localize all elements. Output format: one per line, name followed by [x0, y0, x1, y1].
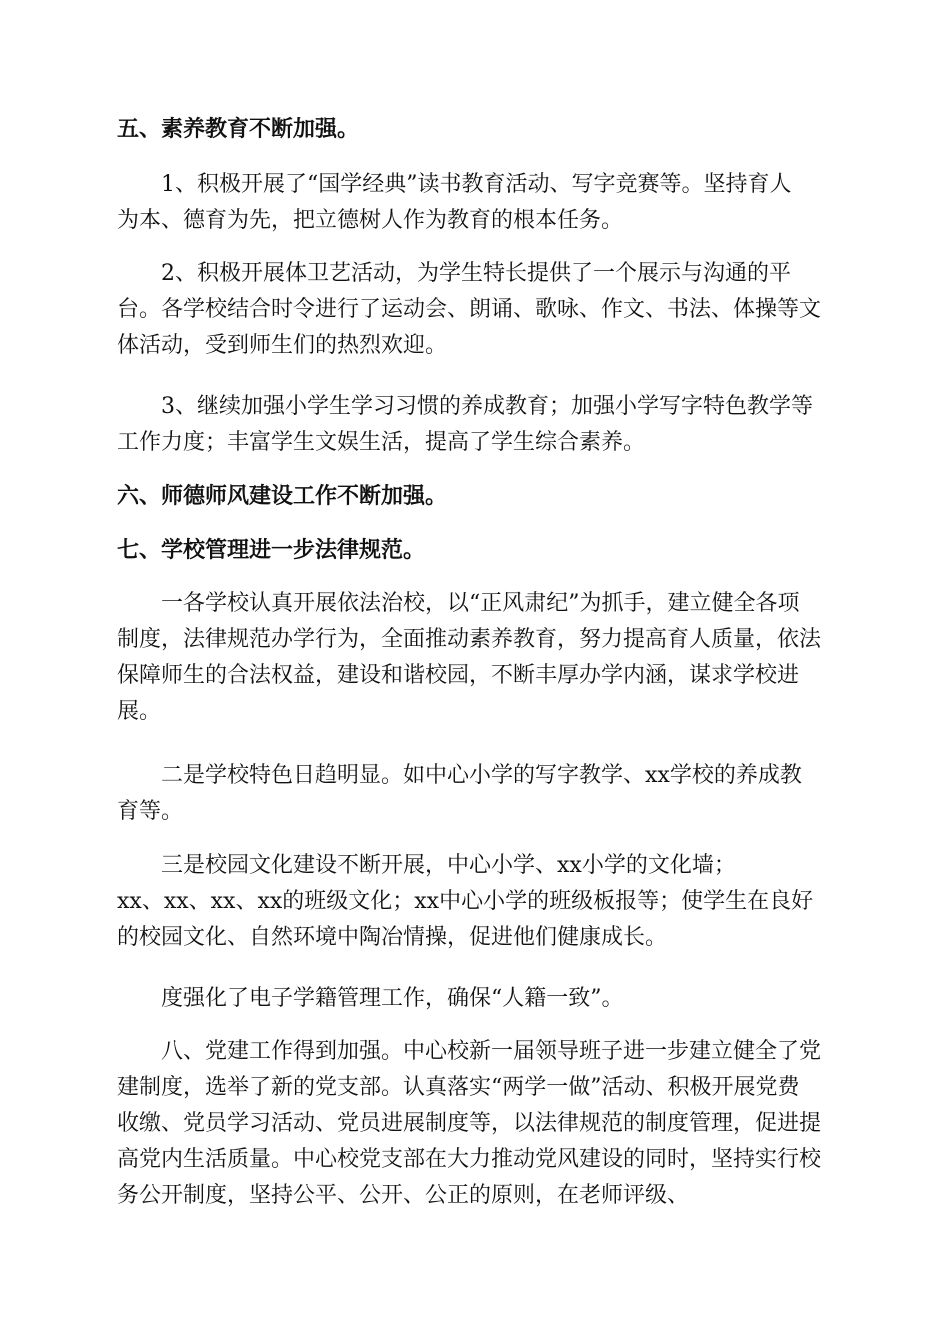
paragraph-line: 的校园文化、自然环境中陶冶情操，促进他们健康成长。: [117, 925, 668, 950]
paragraph-line: 度强化了电子学籍管理工作，确保“人籍一致”。: [161, 986, 624, 1011]
paragraph-line: 展。: [117, 699, 162, 724]
paragraph-5: [117, 758, 833, 830]
paragraph-line: 为本、德育为先，把立德树人作为教育的根本任务。: [117, 208, 624, 233]
paragraph-7: [117, 981, 833, 1017]
heading-section-5: [117, 112, 833, 148]
paragraph-4: [117, 586, 833, 730]
paragraph-line: 建制度，选举了新的党支部。认真落实“两学一做”活动、积极开展党费: [117, 1075, 800, 1100]
paragraph-line: 三是校园文化建设不断开展，中心小学、xx小学的文化墙；: [161, 853, 736, 878]
paragraph-line: 保障师生的合法权益，建设和谐校园，不断丰厚办学内涵，谋求学校进: [117, 663, 800, 688]
paragraph-line: 收缴、党员学习活动、党员进展制度等，以法律规范的制度管理，促进提: [117, 1111, 822, 1136]
heading-section-7: [117, 533, 833, 569]
paragraph-line: 务公开制度，坚持公平、公开、公正的原则，在老师评级、: [117, 1183, 690, 1208]
heading-text: 七、学校管理进一步法律规范。: [117, 538, 426, 563]
paragraph-line: xx、xx、xx、xx的班级文化；xx中心小学的班级板报等；使学生在良好: [117, 889, 814, 914]
heading-text: 六、师德师风建设工作不断加强。: [117, 484, 448, 509]
paragraph-line: 一各学校认真开展依法治校，以“正风肃纪”为抓手，建立健全各项: [161, 591, 800, 616]
paragraph-line: 3、继续加强小学生学习习惯的养成教育；加强小学写字特色教学等: [161, 394, 813, 419]
paragraph-line: 工作力度；丰富学生文娱生活，提高了学生综合素养。: [117, 430, 646, 455]
paragraph-line: 台。各学校结合时令进行了运动会、朗诵、歌咏、作文、书法、体操等文: [117, 297, 822, 322]
paragraph-line: 二是学校特色日趋明显。如中心小学的写字教学、xx学校的养成教: [161, 763, 802, 788]
paragraph-line: 体活动，受到师生们的热烈欢迎。: [117, 333, 448, 358]
paragraph-line: 高党内生活质量。中心校党支部在大力推动党风建设的同时，坚持实行校: [117, 1147, 822, 1172]
paragraph-line: 制度，法律规范办学行为，全面推动素养教育，努力提高育人质量，依法: [117, 627, 822, 652]
paragraph-line: 1、积极开展了“国学经典”读书教育活动、写字竞赛等。坚持育人: [161, 172, 792, 197]
paragraph-2: [117, 256, 833, 364]
heading-section-6: [117, 479, 833, 515]
paragraph-3: [117, 389, 833, 461]
paragraph-8: [117, 1034, 833, 1214]
paragraph-line: 育等。: [117, 799, 184, 824]
heading-text: 五、素养教育不断加强。: [117, 117, 360, 142]
paragraph-1: [117, 167, 833, 239]
paragraph-6: [117, 848, 833, 956]
paragraph-line: 2、积极开展体卫艺活动，为学生特长提供了一个展示与沟通的平: [161, 261, 791, 286]
paragraph-line: 八、党建工作得到加强。中心校新一届领导班子进一步建立健全了党: [161, 1039, 822, 1064]
